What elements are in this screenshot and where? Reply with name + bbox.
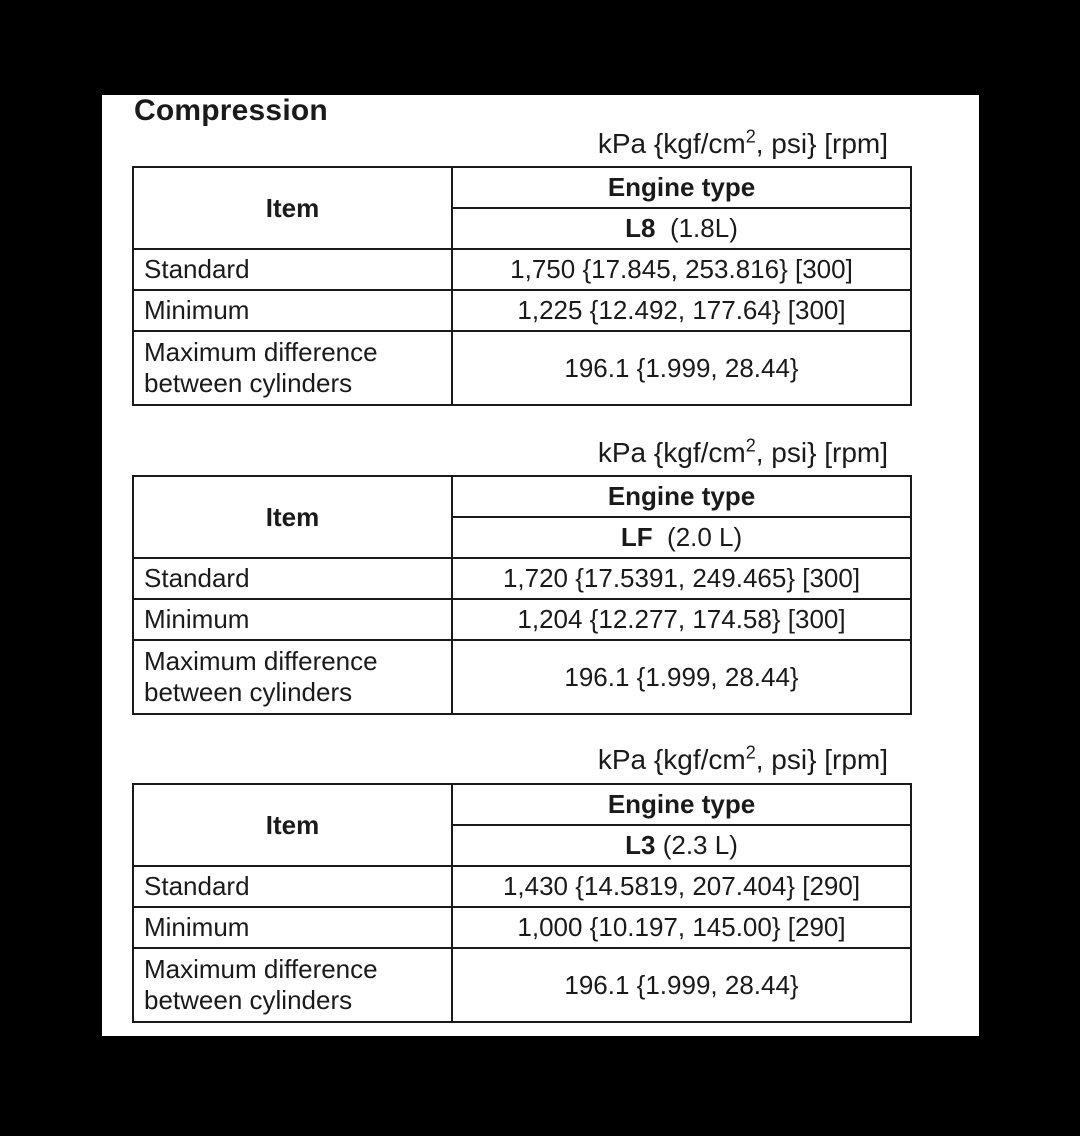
header-engine-model: L3 (2.3 L) xyxy=(452,825,911,866)
table-row xyxy=(133,599,911,640)
header-item: Item xyxy=(133,476,452,558)
row-label: Maximum difference between cylinders xyxy=(133,331,452,405)
header-engine-type: Engine type xyxy=(452,476,911,517)
row-label: Standard xyxy=(133,866,452,907)
unit-label: kPa {$kgf/cm^2$, psi} [rpm] xyxy=(597,126,888,159)
table-row xyxy=(133,290,911,331)
header-item: Item xyxy=(133,167,452,249)
page-title: Compression xyxy=(134,94,328,127)
unit-label: kPa {$kgf/cm^2$, psi} [rpm] xyxy=(597,435,888,468)
row-value: 196.1 {1.999, 28.44} xyxy=(452,331,911,405)
row-label: Standard xyxy=(133,249,452,290)
table-row xyxy=(133,558,911,599)
table-row xyxy=(133,249,911,290)
header-engine-model: LF (2.0 L) xyxy=(452,517,911,558)
row-value: 1,225 {12.492, 177.64} [300] xyxy=(452,290,911,331)
header-engine-type: Engine type xyxy=(452,167,911,208)
row-label: Standard xyxy=(133,558,452,599)
unit-label: kPa {$kgf/cm^2$, psi} [rpm] xyxy=(597,742,888,775)
table-row xyxy=(133,907,911,948)
header-engine-model: L8 (1.8L) xyxy=(452,208,911,249)
row-label: Maximum difference between cylinders xyxy=(133,948,452,1022)
compression-table-l8 xyxy=(132,166,912,406)
row-value: 196.1 {1.999, 28.44} xyxy=(452,948,911,1022)
table-row xyxy=(133,640,911,714)
table-row xyxy=(133,948,911,1022)
table-row xyxy=(133,866,911,907)
header-engine-type: Engine type xyxy=(452,784,911,825)
row-label: Minimum xyxy=(133,907,452,948)
header-item: Item xyxy=(133,784,452,866)
row-label: Maximum difference between cylinders xyxy=(133,640,452,714)
row-label: Minimum xyxy=(133,599,452,640)
row-value: 1,750 {17.845, 253.816} [300] xyxy=(452,249,911,290)
row-value: 1,430 {14.5819, 207.404} [290] xyxy=(452,866,911,907)
table-row xyxy=(133,331,911,405)
row-value: 1,000 {10.197, 145.00} [290] xyxy=(452,907,911,948)
compression-table-lf xyxy=(132,475,912,715)
row-value: 1,720 {17.5391, 249.465} [300] xyxy=(452,558,911,599)
row-label: Minimum xyxy=(133,290,452,331)
row-value: 196.1 {1.999, 28.44} xyxy=(452,640,911,714)
row-value: 1,204 {12.277, 174.58} [300] xyxy=(452,599,911,640)
compression-table-l3 xyxy=(132,783,912,1023)
